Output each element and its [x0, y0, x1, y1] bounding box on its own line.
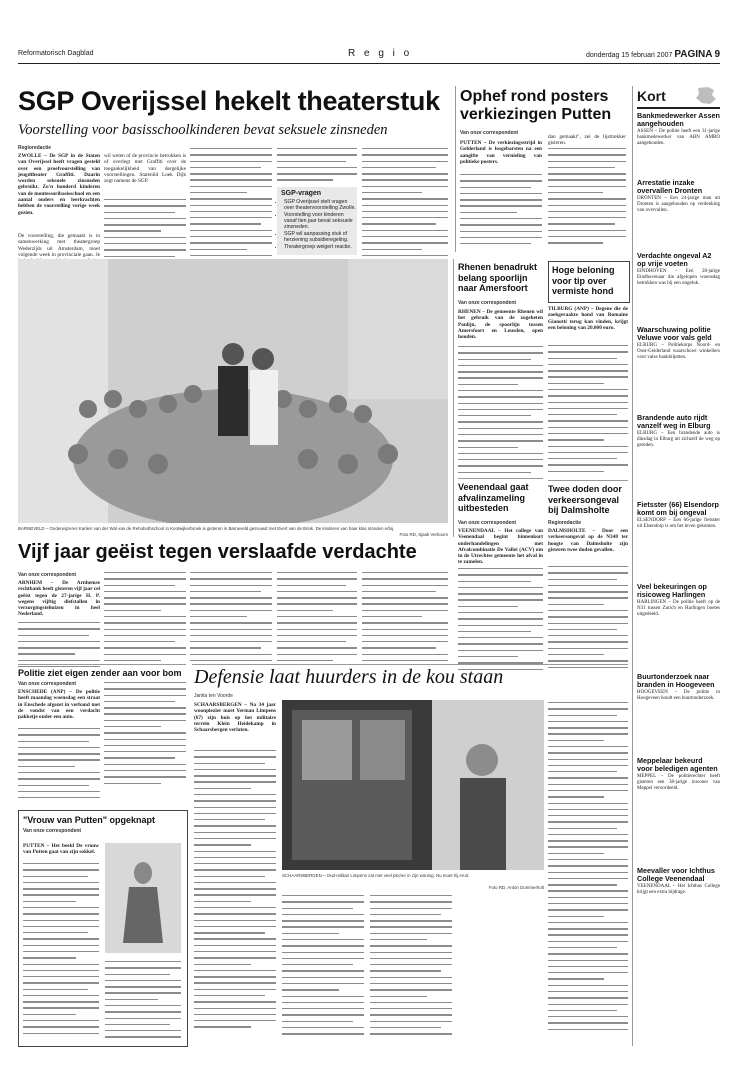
amersfoort-intro: RHENEN – De gemeente Rhenen wil het gebruik van de zogeheten Ponlijn, de spoorlijn tussen Amersfoort en Leusden, open houden.	[458, 309, 543, 341]
column-divider	[453, 259, 454, 537]
kort-item: Veel bekeuringen op risicoweg Harlingen HARLINGEN – De politie heeft op de N31 tussen Zurich en Harlingen boetes uitgedeeld.	[637, 582, 720, 617]
defensie-intro: SCHAARSBERGEN – Na 34 jaar woonplezier moet Yerman Limpens (67) zijn huis op het militaire terrein Klein Heidekamp in Schaarsbergen verlaten.	[194, 702, 276, 734]
defensie-photo	[282, 700, 544, 870]
column-divider	[455, 86, 456, 252]
box-item: • SGP Overijssel stelt vragen over theatervoorstelling Zwolle.	[284, 199, 357, 211]
rule	[458, 478, 543, 479]
lead-byline: Regioredactie	[18, 145, 52, 151]
veenendaal-headline: Veenendaal gaat afvalinzameling uitbesteden	[458, 482, 529, 513]
lead-paragraph-1: De voorstelling, die gemaakt is in samenwerking met theatergroep Wederzijds uit Amsterdam, moet volgende week in provinciale gaan. Je	[18, 233, 100, 258]
sgp-vragen-box	[277, 187, 357, 255]
veenendaal-byline: Van onze correspondent	[458, 520, 517, 526]
putten-headline: Ophef rond posters verkiezingen Putten	[460, 88, 612, 123]
lead-body-text	[190, 148, 272, 267]
rule	[548, 480, 628, 481]
header-section: R e g i o	[348, 48, 413, 59]
enschede-intro: ENSCHEDE (ANP) – De politie heeft maandag woensdag een straat in Enschede afgezet in verband met de vondst van een verdacht pakketje onder een auto.	[18, 689, 100, 721]
header-rule	[18, 63, 720, 64]
kort-item: Verdachte ongeval A2 op vrije voeten EINDHOVEN – Een 28-jarige Eindhovenaar die afgelopen woensdag betrokken was bij een ongeluk.	[637, 251, 720, 286]
lead-deck: Voorstelling voor basisschoolkinderen bevat seksuele zinsneden	[18, 122, 388, 138]
veenendaal-intro: VEENENDAAL – Het college van Veenendaal begint binnenkort onderhandelingen met Afvalcombinatie De Vallei (ACV) om in de Utrechtse gemeente het afval in te zamelen.	[458, 528, 543, 566]
dalmsholte-intro: DALMSHOLTE – Door een verkeersongeval op de N348 ter hoogte van Dalmsholte zijn gisteren twee doden gevallen.	[548, 528, 628, 553]
kort-item: Arrestatie inzake overvallen Dronten DRONTEN – Een 24-jarige man uit Dronten is aangehouden op verdenking van overvallen.	[637, 178, 720, 213]
lead-body-text	[362, 148, 448, 261]
kort-item: Meppelaar bekeurd voor beledigen agenten MEPPEL – De politierechter heeft gisteren een 38-jarige inwoner van Meppel veroordeeld.	[637, 756, 720, 791]
kort-list	[637, 112, 720, 967]
lead-intro: ZWOLLE – De SGP in de Staten van Overijssel heeft vragen gesteld over een proefvoorstelling van jeugdtheater Graffiti. Daarin worden seksuele zinsneden gebruikt. Zo'n honderd kinderen van de montessoribasisschool en een aantal ouders en leerkrachten hebben de voorstelling vorige week gezien.	[18, 153, 100, 216]
photo-credit: Foto RD, Sjaak Verboom	[399, 532, 448, 537]
dalmsholte-headline: Twee doden door verkeersongeval bij Dalmsholte	[548, 484, 622, 515]
defensie-illustration	[282, 700, 544, 870]
enschede-headline: Politie ziet eigen zender aan voor bom	[18, 668, 182, 678]
defensie-headline: Defensie laat huurders in de kou staan	[194, 666, 504, 688]
amersfoort-body-text	[458, 346, 543, 484]
box-title: SGP-vragen	[281, 190, 322, 197]
defensie-byline: Janita ten Voorde	[194, 693, 233, 699]
amersfoort-headline: Rhenen benadrukt belang spoorlijn naar Amersfoort	[458, 262, 538, 293]
kort-item: Bankmedewerker Assen aangehouden ASSEN – De politie heeft een 31-jarige bankmedewerker van ABN AMRO aangehouden.	[637, 111, 720, 146]
verdachte-intro: ARNHEM – De Arnhemse rechtbank heeft gisteren vijf jaar cel geëist tegen de 27-jarige H. P. wegens vijftig diefstallen in verzorgingstehuizen in heel Nederland.	[18, 580, 100, 618]
photo-illustration	[18, 259, 448, 523]
veenendaal-body-text	[458, 568, 543, 675]
header-date: donderdag 15 februari 2007 PAGINA 9	[585, 49, 720, 60]
defensie-credit: Foto RD, Anton Dommerholt	[488, 885, 544, 890]
kort-title: Kort	[637, 88, 666, 104]
rule	[192, 664, 628, 665]
lead-body-text	[104, 199, 186, 262]
box-item: • Voorstelling voor kinderen vanaf tien jaar bevat seksuele zinsneden.	[284, 212, 357, 231]
dalmsholte-body-text	[548, 566, 628, 673]
verdachte-body-text	[190, 572, 272, 666]
kort-item: Waarschuwing politie Veluwe voor vals geld ELBURG – Politiekorps Noord- en Oost-Gelderland waarschuwt winkeliers voor valse bankbiljetten.	[637, 325, 720, 360]
vrouw-body-text	[105, 961, 181, 1043]
verdachte-body-text	[362, 572, 448, 666]
vrouw-byline: Van onze correspondent	[23, 827, 82, 834]
enschede-byline: Van onze correspondent	[18, 681, 77, 687]
putten-intro: PUTTEN – De verkiezingsstrijd in Gelderland is losgebarsten na een aangifte van vernieling van politieke posters.	[460, 140, 542, 165]
verdachte-headline: Vijf jaar geëist tegen verslaafde verdachte	[18, 541, 417, 563]
verdachte-byline: Van onze correspondent	[18, 572, 77, 578]
netherlands-map-icon	[690, 86, 720, 106]
putten-body-text	[460, 174, 542, 249]
statue-photo	[105, 843, 181, 953]
kort-item: Buurtonderzoek naar branden in Hoogeveen HOOGEVEEN – De politie in Hoogeveen houdt een buurtonderzoek.	[637, 672, 720, 701]
defensie-body-text	[548, 702, 628, 1035]
amersfoort-byline: Van onze correspondent	[458, 300, 517, 306]
rule	[18, 664, 186, 665]
lead-headline: SGP Overijssel hekelt theaterstuk	[18, 86, 440, 116]
vrouw-intro: PUTTEN – Het beeld De vrouw van Putten gaat van zijn sokkel.	[23, 843, 99, 856]
vrouw-body-text	[23, 863, 99, 1039]
box-items	[277, 199, 357, 250]
vrouw-van-putten-box	[18, 810, 188, 1047]
hoge-beloning-box	[548, 261, 630, 303]
statue-illustration	[105, 843, 181, 953]
wedding-photo	[18, 259, 448, 523]
verdachte-body-text	[104, 572, 186, 666]
verdachte-body-text	[277, 572, 357, 666]
defensie-body-text	[282, 895, 364, 1039]
kort-item: Fietsster (66) Elsendorp komt om bij ongeval ELSENDORP – Een 66-jarige fietsster uit Elsendorp is om het leven gekomen.	[637, 500, 720, 529]
hoge-beloning-body-text	[548, 345, 628, 477]
box-item: • SGP wil aanpassing stuk of herziening subsidieregeling.	[284, 231, 357, 243]
hoge-beloning-headline: Hoge beloning voor tip over vermiste hond	[552, 265, 615, 296]
lead-body-text	[277, 148, 357, 186]
vrouw-headline: "Vrouw van Putten" opgeknapt	[23, 815, 156, 825]
enschede-body-text	[18, 728, 100, 803]
putten-quote: dan gemaakt", zei de lijsttrekker gisteren.	[548, 134, 626, 147]
defensie-caption: SCHAARSBERGEN – Oud-militair Limpens zat met veel plezier in zijn woning. Nu moet hij eruit.	[282, 873, 470, 878]
putten-byline: Van onze correspondent	[460, 130, 519, 136]
enschede-body-text	[104, 682, 186, 789]
kort-item: Meevaller voor Ichthus College Veenendaal VEENENDAAL – Het Ichthus College krijgt een extra bijdrage.	[637, 866, 720, 895]
header-paper-name: Reformatorisch Dagblad	[18, 50, 94, 57]
kort-divider	[632, 86, 633, 1046]
page-header	[18, 48, 720, 62]
lead-paragraph-2: wil weten of de provincie betrokken is of overlegt met Graffiti over de toegankelijkheid van dergelijke voorstellingen. Statenlid Loek Dijk zegt namens de SGP.	[104, 153, 186, 185]
kort-item: Brandende auto rijdt vanzelf weg in Elburg ELBURG – Een brandende auto is dinsdag in Elburg uit zichzelf de weg op gereden.	[637, 413, 720, 448]
defensie-body-text	[370, 895, 452, 1039]
hoge-beloning-intro: TILBURG (ANP) – Degene die de zoekgeraakte hond van Romaine Gianotti terug kan vinden, krijgt een beloning van 20.000 euro.	[548, 306, 628, 331]
box-item: • Theatergroep weigert reactie.	[284, 244, 357, 250]
putten-body-text	[548, 148, 626, 249]
kort-rule	[637, 107, 720, 109]
photo-caption: BARNEVELD – Onderwijzeres Karlien van der Wal van de Rehobothschool in Kootwijkerbroek is gisteren in Barneveld getrouwd met Evert van de Brink. De kinderen van haar klas stonden erbij.	[18, 526, 395, 531]
defensie-body-text	[194, 750, 276, 1033]
dalmsholte-byline: Regioredactie	[548, 520, 582, 526]
